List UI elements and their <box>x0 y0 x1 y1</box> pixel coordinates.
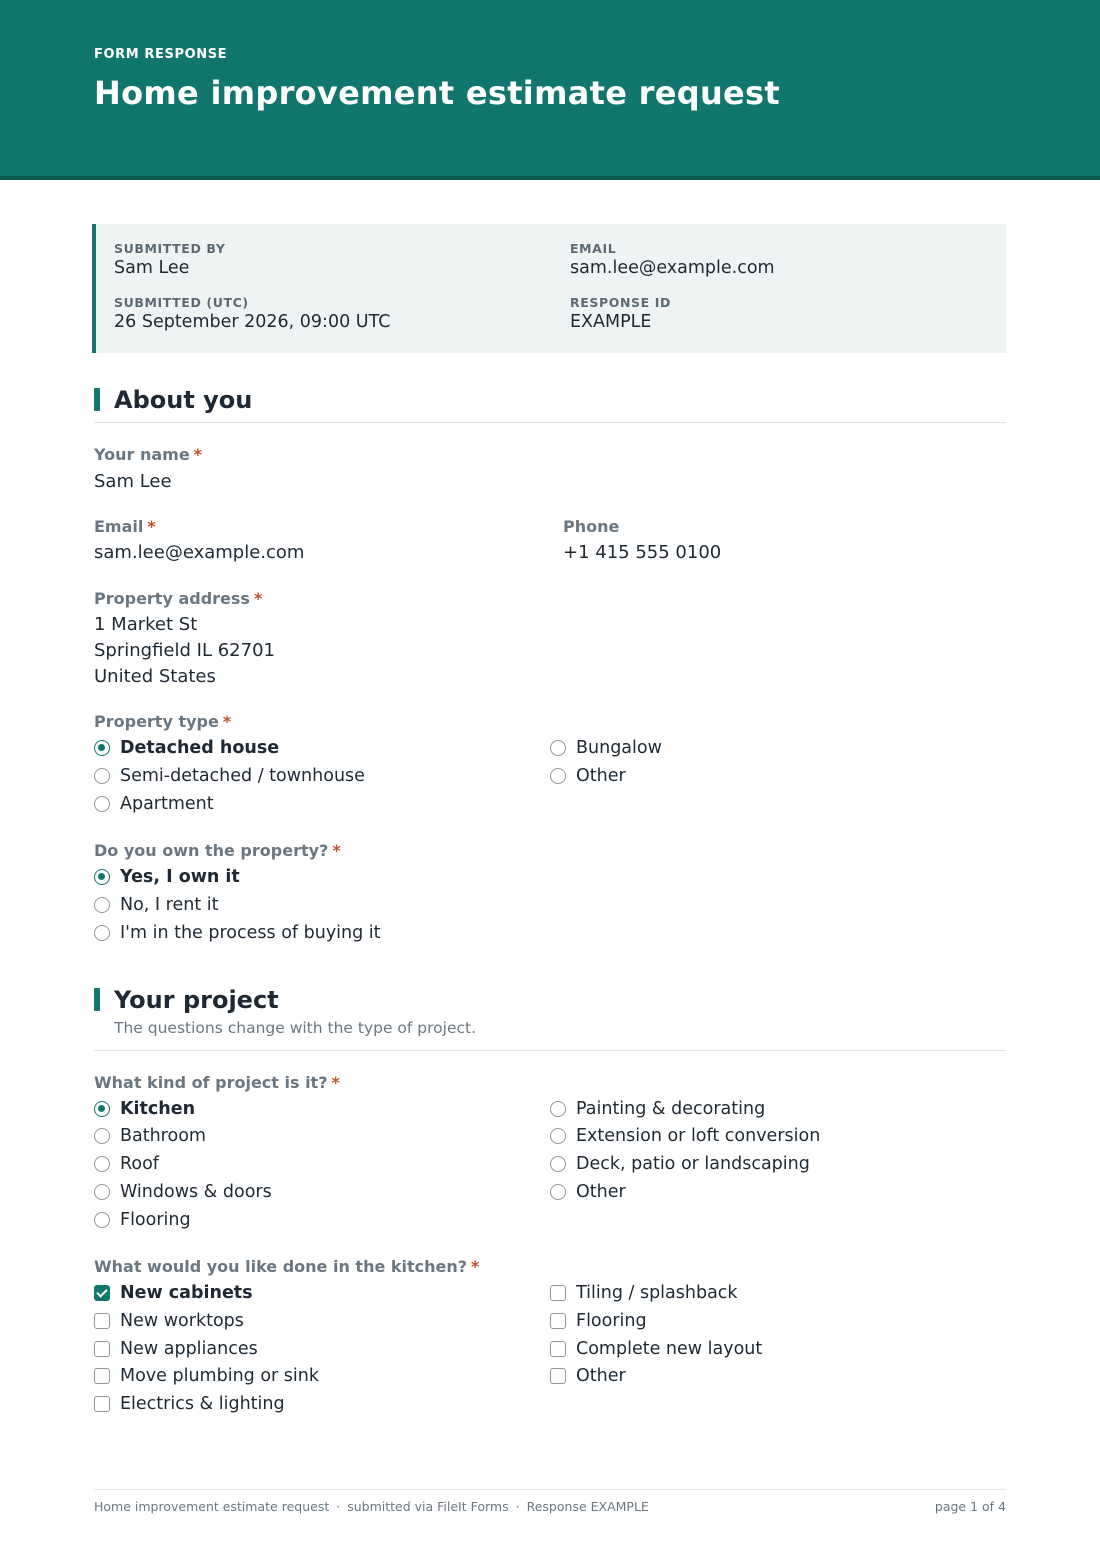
option-label: Painting & decorating <box>576 1099 766 1119</box>
question-label: Email <box>94 517 144 536</box>
option-label: Deck, patio or landscaping <box>576 1154 810 1174</box>
checkbox-kitchen-flooring[interactable] <box>550 1309 647 1333</box>
question-property-address <box>94 589 262 608</box>
option-label: New appliances <box>120 1339 258 1359</box>
meta-value: EXAMPLE <box>570 312 652 332</box>
address-line: United States <box>94 666 216 687</box>
option-label: Kitchen <box>120 1099 196 1119</box>
option-windows-doors[interactable] <box>94 1180 272 1204</box>
checkbox-tiling[interactable] <box>550 1281 738 1305</box>
question-label: What kind of project is it? <box>94 1073 328 1092</box>
option-label: Yes, I own it <box>120 867 240 887</box>
checkbox-electrics[interactable] <box>94 1392 285 1416</box>
option-label: I'm in the process of buying it <box>120 923 381 943</box>
required-mark: * <box>147 517 156 536</box>
checkbox-checked-icon <box>94 1285 110 1301</box>
option-kind-other[interactable] <box>550 1180 626 1204</box>
option-deck-patio[interactable] <box>550 1152 810 1176</box>
section-accent-bar <box>94 388 100 411</box>
answer-your-name: Sam Lee <box>94 471 172 492</box>
option-label: No, I rent it <box>120 895 219 915</box>
option-own-rent[interactable] <box>94 893 218 917</box>
option-label: Semi-detached / townhouse <box>120 766 365 786</box>
radio-icon <box>94 1184 110 1200</box>
question-property-type <box>94 712 231 731</box>
section-description: The questions change with the type of project. <box>114 1019 477 1037</box>
footer-form-name: Home improvement estimate request <box>94 1499 330 1514</box>
radio-icon <box>94 1156 110 1172</box>
option-detached-house[interactable] <box>94 736 279 760</box>
radio-icon <box>94 1212 110 1228</box>
option-painting[interactable] <box>550 1097 765 1121</box>
question-email <box>94 517 156 536</box>
radio-icon <box>94 768 110 784</box>
checkbox-kitchen-other[interactable] <box>550 1364 626 1388</box>
radio-icon <box>550 740 566 756</box>
meta-email <box>570 241 775 278</box>
option-label: Detached house <box>120 738 280 758</box>
answer-property-address <box>94 612 275 690</box>
checkbox-icon <box>550 1341 566 1357</box>
option-flooring[interactable] <box>94 1208 191 1232</box>
section-divider <box>94 1050 1006 1051</box>
checkbox-new-appliances[interactable] <box>94 1337 258 1361</box>
option-label: Complete new layout <box>576 1339 763 1359</box>
meta-label: EMAIL <box>570 241 617 256</box>
question-kitchen-work <box>94 1257 479 1276</box>
address-line: Springfield IL 62701 <box>94 640 275 661</box>
radio-icon <box>550 768 566 784</box>
option-bathroom[interactable] <box>94 1124 206 1148</box>
option-label: Extension or loft conversion <box>576 1126 821 1146</box>
meta-value: 26 September 2026, 09:00 UTC <box>114 312 391 332</box>
checkbox-move-plumbing[interactable] <box>94 1364 319 1388</box>
radio-icon <box>94 925 110 941</box>
answer-email: sam.lee@example.com <box>94 542 305 563</box>
page-title: Home improvement estimate request <box>94 74 780 112</box>
option-label: Electrics & lighting <box>120 1394 285 1414</box>
answer-phone: +1 415 555 0100 <box>563 542 722 563</box>
checkbox-complete-layout[interactable] <box>550 1337 762 1361</box>
option-label: Tiling / splashback <box>576 1283 738 1303</box>
radio-icon <box>94 796 110 812</box>
checkbox-icon <box>94 1396 110 1412</box>
required-mark: * <box>222 712 232 731</box>
radio-icon <box>550 1184 566 1200</box>
question-label: Property address <box>94 589 250 608</box>
section-divider <box>94 422 1006 423</box>
footer-separator: · <box>336 1499 341 1514</box>
option-label: New cabinets <box>120 1283 253 1303</box>
meta-value: sam.lee@example.com <box>570 258 775 278</box>
option-label: Windows & doors <box>120 1182 272 1202</box>
radio-icon <box>94 1128 110 1144</box>
section-heading: Your project <box>114 986 279 1014</box>
meta-response-id <box>570 295 671 332</box>
meta-submitted-by <box>114 241 225 278</box>
option-label: New worktops <box>120 1311 244 1331</box>
page-number: page 1 of 4 <box>934 1499 1006 1514</box>
checkbox-icon <box>94 1341 110 1357</box>
option-label: Move plumbing or sink <box>120 1366 320 1386</box>
radio-selected-icon <box>94 1101 110 1117</box>
meta-submitted-time <box>114 295 390 332</box>
radio-icon <box>94 897 110 913</box>
question-phone <box>563 517 619 536</box>
page-header <box>0 0 1100 180</box>
option-bungalow[interactable] <box>550 736 662 760</box>
option-label: Other <box>576 766 626 786</box>
meta-label: SUBMITTED (UTC) <box>114 295 249 310</box>
checkbox-icon <box>550 1313 566 1329</box>
submission-meta <box>92 224 1006 353</box>
question-own-property <box>94 841 341 860</box>
question-label: Property type <box>94 712 219 731</box>
question-your-name <box>94 445 202 464</box>
radio-icon <box>550 1128 566 1144</box>
option-label: Other <box>576 1182 626 1202</box>
checkbox-icon <box>550 1285 566 1301</box>
radio-selected-icon <box>94 740 110 756</box>
option-own-buying[interactable] <box>94 921 381 945</box>
required-mark: * <box>332 841 341 860</box>
meta-label: SUBMITTED BY <box>114 241 226 256</box>
question-label: Do you own the property? <box>94 841 329 860</box>
footer-divider <box>94 1489 1006 1490</box>
checkbox-icon <box>550 1368 566 1384</box>
option-label: Flooring <box>120 1210 191 1230</box>
footer-via: submitted via FileIt Forms <box>347 1499 509 1514</box>
page-footer <box>94 1499 649 1514</box>
question-label: Your name <box>94 445 190 464</box>
option-apartment[interactable] <box>94 792 214 816</box>
question-project-kind <box>94 1073 340 1092</box>
radio-icon <box>550 1101 566 1117</box>
footer-separator: · <box>515 1499 520 1514</box>
radio-icon <box>550 1156 566 1172</box>
checkbox-icon <box>94 1313 110 1329</box>
checkbox-icon <box>94 1368 110 1384</box>
question-label: What would you like done in the kitchen? <box>94 1257 468 1276</box>
section-heading: About you <box>114 386 253 414</box>
option-kitchen[interactable] <box>94 1097 195 1121</box>
question-label: Phone <box>563 517 620 536</box>
footer-response: Response EXAMPLE <box>526 1499 649 1514</box>
option-label: Roof <box>120 1154 159 1174</box>
option-label: Bathroom <box>120 1126 206 1146</box>
option-label: Flooring <box>576 1311 647 1331</box>
option-label: Other <box>576 1366 626 1386</box>
option-property-other[interactable] <box>550 764 626 788</box>
meta-value: Sam Lee <box>114 258 190 278</box>
checkbox-new-worktops[interactable] <box>94 1309 244 1333</box>
option-label: Apartment <box>120 794 214 814</box>
option-extension[interactable] <box>550 1124 820 1148</box>
required-mark: * <box>193 445 203 464</box>
header-eyebrow: FORM RESPONSE <box>94 47 228 62</box>
section-accent-bar <box>94 988 100 1011</box>
required-mark: * <box>331 1073 340 1092</box>
option-roof[interactable] <box>94 1152 159 1176</box>
option-semi-detached[interactable] <box>94 764 365 788</box>
checkbox-new-cabinets[interactable] <box>94 1281 253 1305</box>
option-label: Bungalow <box>576 738 662 758</box>
meta-label: RESPONSE ID <box>570 295 671 310</box>
required-mark: * <box>253 589 263 608</box>
address-line: 1 Market St <box>94 614 198 635</box>
radio-selected-icon <box>94 869 110 885</box>
required-mark: * <box>471 1257 480 1276</box>
option-own-yes[interactable] <box>94 865 240 889</box>
